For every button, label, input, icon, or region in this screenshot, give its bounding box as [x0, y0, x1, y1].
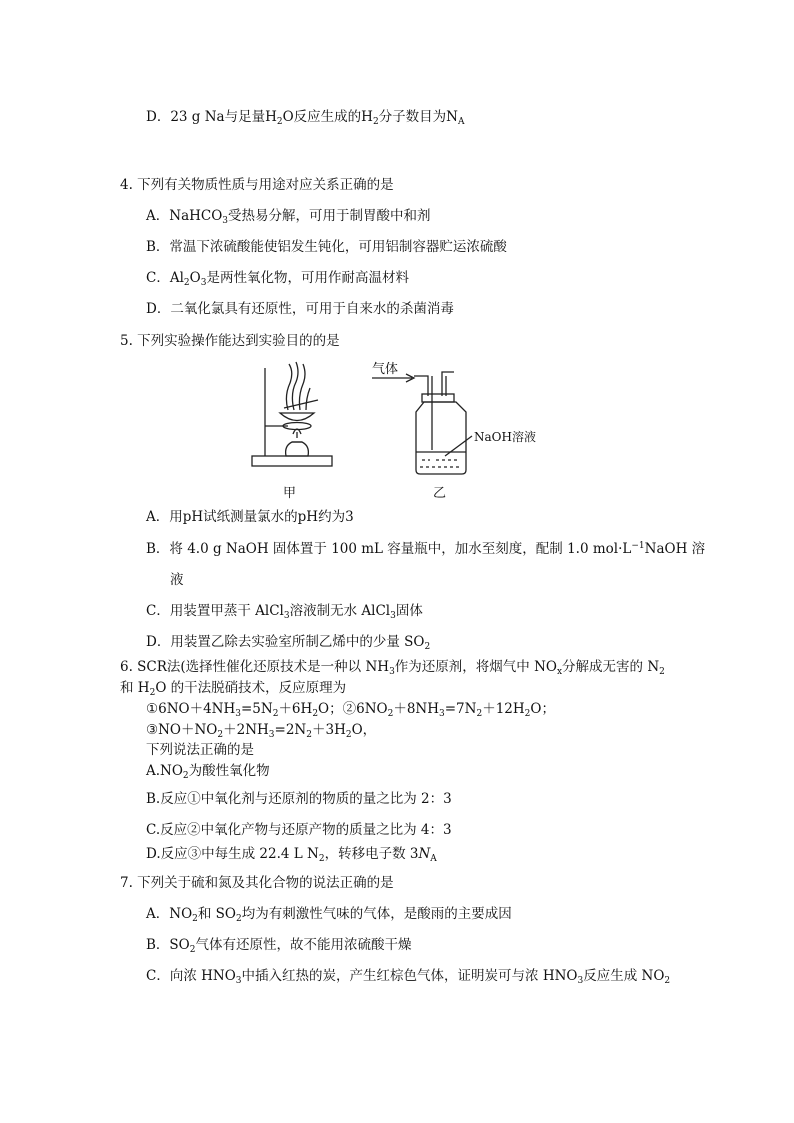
q6-reaction-3: $③NO+NO_2+2NH_3=2N_2+3H_2O$， — [146, 722, 377, 740]
q6-option-a: $A.NO_2$为酸性氧化物 — [146, 763, 270, 781]
stopper — [422, 394, 454, 402]
q5-option-b-continued: 液 — [170, 572, 184, 588]
q3-option-d: D．23 g Na与足量$H_2O$反应生成的$H_2$分子数目为$N_A$ — [146, 109, 465, 127]
steam-1 — [286, 364, 291, 410]
stand-base — [252, 456, 332, 466]
q4-option-b: B．常温下浓硫酸能使铝发生钝化，可用铝制容器贮运浓硫酸 — [146, 239, 507, 255]
alcohol-lamp — [286, 442, 309, 456]
inlet-tube — [414, 376, 428, 396]
q7-option-b: B．$SO_2$气体有还原性，故不能用浓硫酸干燥 — [146, 937, 412, 955]
apparatus-jia-label: 甲 — [283, 486, 297, 501]
naoh-solution-label: NaOH溶液 — [474, 430, 536, 444]
q6-option-d: D.反应③中每生成 22.4 L $N_2$，转移电子数 $3N_A$ — [146, 846, 437, 864]
q6-reactions-1-2: $①6NO+4NH_3=5N_2+6H_2O$；$②6NO_2+8NH_3=7N_2+12H_2O$； — [146, 701, 555, 719]
q6-option-c: C.反应②中氧化产物与还原产物的质量之比为 4：3 — [146, 822, 452, 838]
q6-stem-line2: 和 $H_2O$ 的干法脱硝技术，反应原理为 — [120, 680, 347, 698]
gas-label: 气体 — [372, 362, 399, 377]
apparatus-yi-label: 乙 — [433, 486, 447, 501]
q6-ask: 下列说法正确的是 — [146, 742, 254, 758]
q5-option-d: D．用装置乙除去实验室所制乙烯中的少量 $SO_2$ — [146, 634, 431, 652]
q7-option-c: C．向浓 $HNO_3$中插入红热的炭，产生红棕色气体，证明炭可与浓 $HNO_3$反应生成 $NO_2$ — [146, 968, 671, 986]
q4-stem: 4. 下列有关物质性质与用途对应关系正确的是 — [120, 177, 394, 193]
q5-stem: 5. 下列实验操作能达到实验目的的是 — [120, 333, 340, 349]
steam-4 — [306, 388, 310, 410]
q7-option-a: A．$NO_2$和 $SO_2$均为有刺激性气味的气体，是酸雨的主要成因 — [146, 906, 512, 924]
q4-option-a: A．NaHCO$_3$受热易分解，可用于制胃酸中和剂 — [146, 208, 431, 226]
q5-apparatus-figure — [240, 358, 560, 504]
q5-option-c: C．用装置甲蒸干 AlCl$_3$溶液制无水 AlCl$_3$固体 — [146, 603, 423, 621]
gas-washing-bottle — [416, 402, 466, 474]
q5-option-b: B．将 4.0 g NaOH 固体置于 100 mL 容量瓶中，加水至刻度，配制 1.0 $mol\cdot L^{-1}NaOH$ 溶 — [146, 541, 706, 557]
q4-option-c: C．$Al_2O_3$是两性氧化物，可用作耐高温材料 — [146, 270, 409, 288]
leader-line — [445, 436, 472, 456]
evaporating-dish — [280, 413, 314, 421]
glass-rod — [284, 400, 318, 408]
q6-stem-line1: 6. SCR法(选择性催化还原技术是一种以 $NH_3$作为还原剂，将烟气中 $NO_x$分解成无害的 $N_2$ — [120, 659, 665, 677]
q5-option-a: A．用pH试纸测量氯水的pH约为3 — [146, 509, 354, 525]
outlet-tube — [442, 372, 454, 396]
q4-option-d: D．二氧化氯具有还原性，可用于自来水的杀菌消毒 — [146, 301, 454, 317]
steam-2 — [292, 362, 298, 410]
q6-option-b: B.反应①中氧化剂与还原剂的物质的量之比为 2：3 — [146, 791, 452, 807]
q7-stem: 7. 下列关于硫和氮及其化合物的说法正确的是 — [120, 875, 394, 891]
